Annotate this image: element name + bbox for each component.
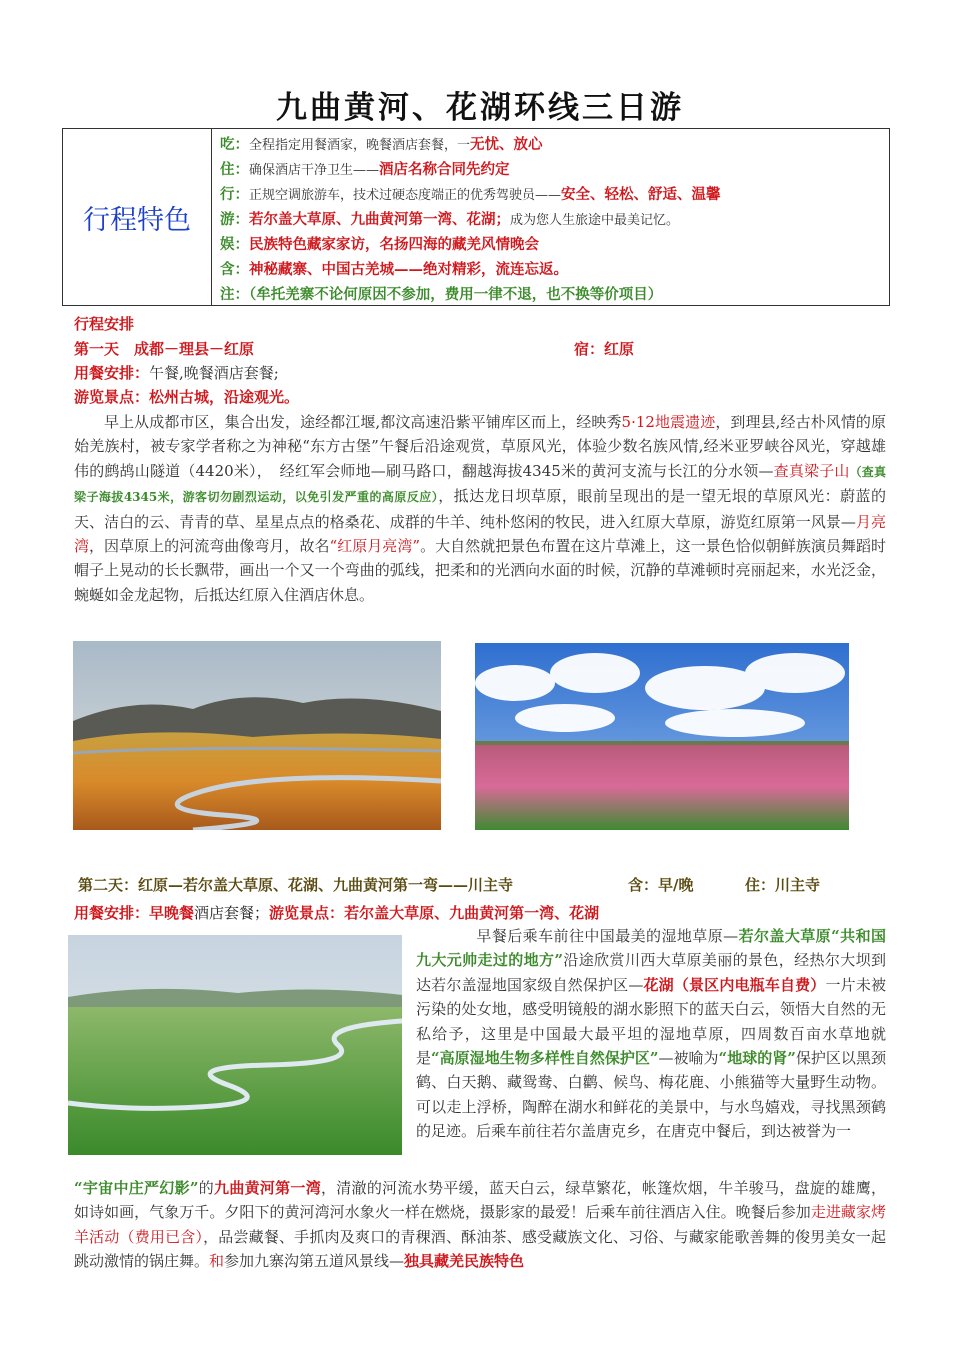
day2-stay: 住：川主寺 [745, 876, 821, 894]
feature-stay: 住：确保酒店干净卫生——酒店名称合同先约定 [220, 161, 510, 178]
day1-meal: 用餐安排：午餐,晚餐酒店套餐; [74, 364, 279, 382]
day2-meals: 含：早/晚 [628, 876, 694, 894]
yellow-river-bend-photo [68, 935, 402, 1155]
feature-fun: 娱：民族特色藏家家访，名扬四海的藏羌风情晚会 [220, 236, 539, 253]
page-title: 九曲黄河、花湖环线三日游 [276, 90, 684, 126]
feature-label: 行程特色 [63, 129, 212, 305]
feature-box [62, 128, 890, 306]
feature-include: 含：神秘藏寨、中国古羌城——绝对精彩，流连忘返。 [220, 261, 568, 278]
day1-description: 早上从成都市区，集合出发，途经都江堰,都汶高速沿紫平铺库区而上，经映秀5·12地震遗迹，到理县,经古朴风情的原始羌族村，被专家学者称之为神秘“东方古堡”午餐后沿途观赏，草原风光，体验少数名族风情,经米亚罗峡谷风光，穿越雄伟的鹧鸪山隧道（4420米）， 经红军会师地—刷马路口，翻越海拔4345米的黄河支流与长江的分水领—查真梁子山（查真梁子海拔4345米，游客切勿剧烈运动，以免引发严重的高原反应），抵达龙日坝草原，眼前呈现出的是一望无垠的草原风光：蔚蓝的天、洁白的云、青青的草、星星点点的格桑花、成群的牛羊、纯朴悠闲的牧民，进入红原大草原，游览红原第一风景—月亮湾，因草原上的河流弯曲像弯月，故名“红原月亮湾”。大自然就把景色布置在这片草滩上，这一景色恰似朝鲜族演员舞蹈时帽子上晃动的长长飘带，画出一个又一个弯曲的弧线，把柔和的光洒向水面的时候，沉静的草滩顿时亮丽起来，水光泛金，蜿蜒如金龙起物，后抵达红原入住酒店休息。 [74, 413, 886, 604]
day1-sight: 游览景点：松州古城，沿途观光。 [74, 388, 300, 406]
feature-note: 注：（牟托羌寨不论何原因不参加，费用一律不退，也不换等价项目） [220, 286, 663, 303]
day1-heading: 第一天 成都－理县－红原 [74, 340, 255, 358]
feature-eat: 吃：全程指定用餐酒家，晚餐酒店套餐，一无忧、放心 [220, 136, 543, 153]
flower-meadow-photo [475, 643, 849, 830]
day2-description-continued: “宇宙中庄严幻影”的九曲黄河第一湾，清澈的河流水势平缓，蓝天白云，绿草繁花，帐篷炊烟，牛羊骏马，盘旋的雄鹰，如诗如画，气象万千。夕阳下的黄河湾河水象火一样在燃烧，摄影家的最爱！后乘车前往酒店入住。晚餐后参加走进藏家烤羊活动（费用已含），品尝藏餐、手抓肉及爽口的青稞酒、酥油茶、感受藏族文化、习俗、与藏家能歌善舞的俊男美女一起跳动激情的锅庄舞。和参加九寨沟第五道风景线—独具藏羌民族特色 [74, 1179, 886, 1271]
day2-description-wrap: 早餐后乘车前往中国最美的湿地草原—若尔盖大草原“共和国九大元帅走过的地方”沿途欣赏川西大草原美丽的景色，经热尔大坝到达若尔盖湿地国家级自然保护区—花湖（景区内电瓶车自费）一片未被污染的处女地，感受明镜般的湖水影照下的蓝天白云，领悟大自然的无私给予，这里是中国最大最平坦的湿地草原，四周数百亩水草地就是“高原湿地生物多样性自然保护区”—被喻为“地球的肾”保护区以黑颈鹤、白天鹅、藏鸳鸯、白鹳、候鸟、梅花鹿、小熊猫等大量野生动物。可以走上浮桥，陶醉在湖水和鲜花的美景中，与水鸟嬉戏，寻找黑颈鹤的足迹。后乘车前往若尔盖唐克乡，在唐克中餐后，到达被誉为一 [416, 927, 886, 1141]
day1-stay: 宿：红原 [574, 340, 635, 358]
itinerary-heading: 行程安排 [74, 315, 135, 333]
feature-tour: 游：若尔盖大草原、九曲黄河第一湾、花湖；成为您人生旅途中最美记忆。 [220, 211, 680, 228]
moon-bay-photo [73, 641, 441, 830]
feature-travel: 行：正规空调旅游车，技术过硬态度端正的优秀驾驶员——安全、轻松、舒适、温馨 [220, 186, 721, 203]
day2-heading: 第二天：红原—若尔盖大草原、花湖、九曲黄河第一弯——川主寺 [78, 876, 514, 894]
day2-meal-sight: 用餐安排：早晚餐酒店套餐；游览景点：若尔盖大草原、九曲黄河第一湾、花湖 [74, 904, 600, 922]
feature-list [212, 129, 889, 305]
